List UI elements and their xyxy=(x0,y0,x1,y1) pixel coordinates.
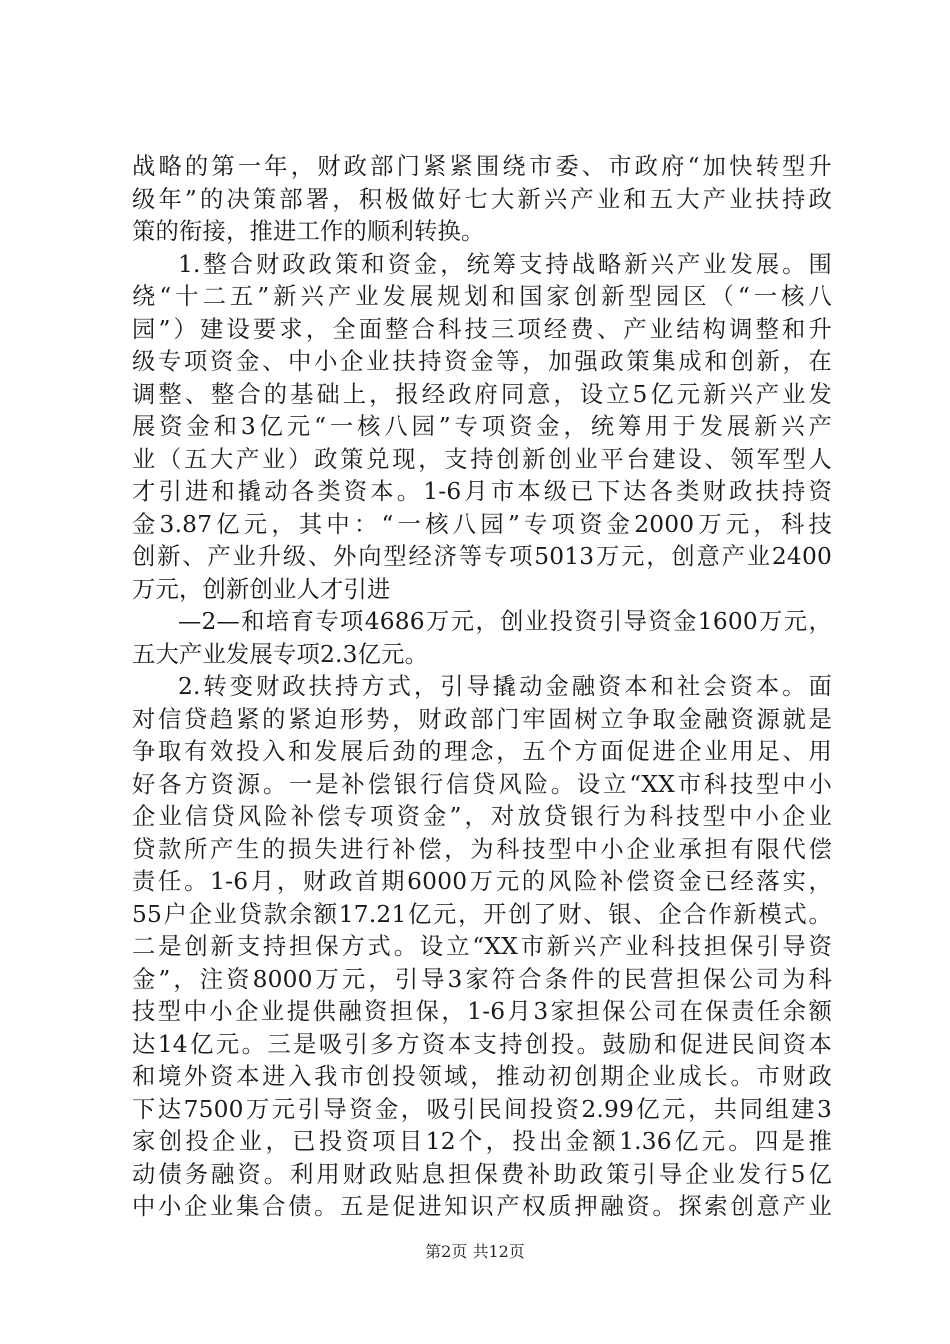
text-line: 中小企业集合债。五是促进知识产权质押融资。探索创意产业 xyxy=(132,1193,832,1220)
text-line: 责任。1-6月，财政首期6000万元的风险补偿资金已经落实， xyxy=(132,868,832,895)
text-line: 策的衔接，推进工作的顺利转换。 xyxy=(132,218,485,245)
text-line: 调整、整合的基础上，报经政府同意，设立5亿元新兴产业发 xyxy=(132,380,832,408)
text-line: 万元，创新创业人才引进 xyxy=(132,575,391,603)
text-line: 争取有效投入和发展后劲的理念，五个方面促进企业用足、用 xyxy=(132,738,832,765)
text-line: 园”）建设要求，全面整合科技三项经费、产业结构调整和升 xyxy=(132,315,832,343)
document-body xyxy=(132,151,832,1224)
text-line: 好各方资源。一是补偿银行信贷风险。设立“XX市科技型中小 xyxy=(132,770,832,798)
text-line: 级专项资金、中小企业扶持资金等，加强政策集成和创新，在 xyxy=(132,348,832,375)
text-line: 55户企业贷款余额17.21亿元，开创了财、银、企合作新模式。 xyxy=(132,900,832,928)
text-line: 技型中小企业提供融资担保，1-6月3家担保公司在保责任余额 xyxy=(132,998,832,1025)
text-line: 2.转变财政扶持方式，引导撬动金融资本和社会资本。面 xyxy=(178,673,832,700)
text-line: 绕“十二五”新兴产业发展规划和国家创新型园区（“一核八 xyxy=(132,283,832,310)
text-line: 贷款所产生的损失进行补偿，为科技型中小企业承担有限代偿 xyxy=(132,835,832,863)
text-line: 创新、产业升级、外向型经济等专项5013万元，创意产业2400 xyxy=(132,543,832,570)
text-line: 动债务融资。利用财政贴息担保费补助政策引导企业发行5亿 xyxy=(132,1160,832,1188)
text-line: 二是创新支持担保方式。设立“XX市新兴产业科技担保引导资 xyxy=(132,933,832,960)
text-line: 下达7500万元引导资金，吸引民间投资2.99亿元，共同组建3 xyxy=(132,1095,832,1123)
text-line: —2—和培育专项4686万元，创业投资引导资金1600万元， xyxy=(178,608,832,635)
text-line: 和境外资本进入我市创投领域，推动初创期企业成长。市财政 xyxy=(132,1063,832,1090)
text-line: 展资金和3亿元“一核八园”专项资金，统筹用于发展新兴产 xyxy=(132,413,832,440)
text-line: 达14亿元。三是吸引多方资本支持创投。鼓励和促进民间资本 xyxy=(132,1030,832,1058)
page-number-footer: 第2页 共12页 xyxy=(425,1242,525,1261)
text-line: 五大产业发展专项2.3亿元。 xyxy=(132,640,429,668)
text-line: 家创投企业，已投资项目12个，投出金额1.36亿元。四是推 xyxy=(132,1128,832,1155)
text-line: 业（五大产业）政策兑现，支持创新创业平台建设、领军型人 xyxy=(132,445,832,473)
text-line: 金”，注资8000万元，引导3家符合条件的民营担保公司为科 xyxy=(132,965,832,993)
text-line: 级年”的决策部署，积极做好七大新兴产业和五大产业扶持政 xyxy=(132,185,832,213)
text-line: 对信贷趋紧的紧迫形势，财政部门牢固树立争取金融资源就是 xyxy=(132,705,832,733)
text-line: 战略的第一年，财政部门紧紧围绕市委、市政府“加快转型升 xyxy=(132,153,832,180)
text-line: 才引进和撬动各类资本。1-6月市本级已下达各类财政扶持资 xyxy=(132,478,832,505)
text-line: 金3.87亿元，其中：“一核八园”专项资金2000万元，科技 xyxy=(132,510,832,538)
text-line: 1.整合财政政策和资金，统筹支持战略新兴产业发展。围 xyxy=(178,250,832,278)
text-line: 企业信贷风险补偿专项资金”，对放贷银行为科技型中小企业 xyxy=(132,803,832,830)
